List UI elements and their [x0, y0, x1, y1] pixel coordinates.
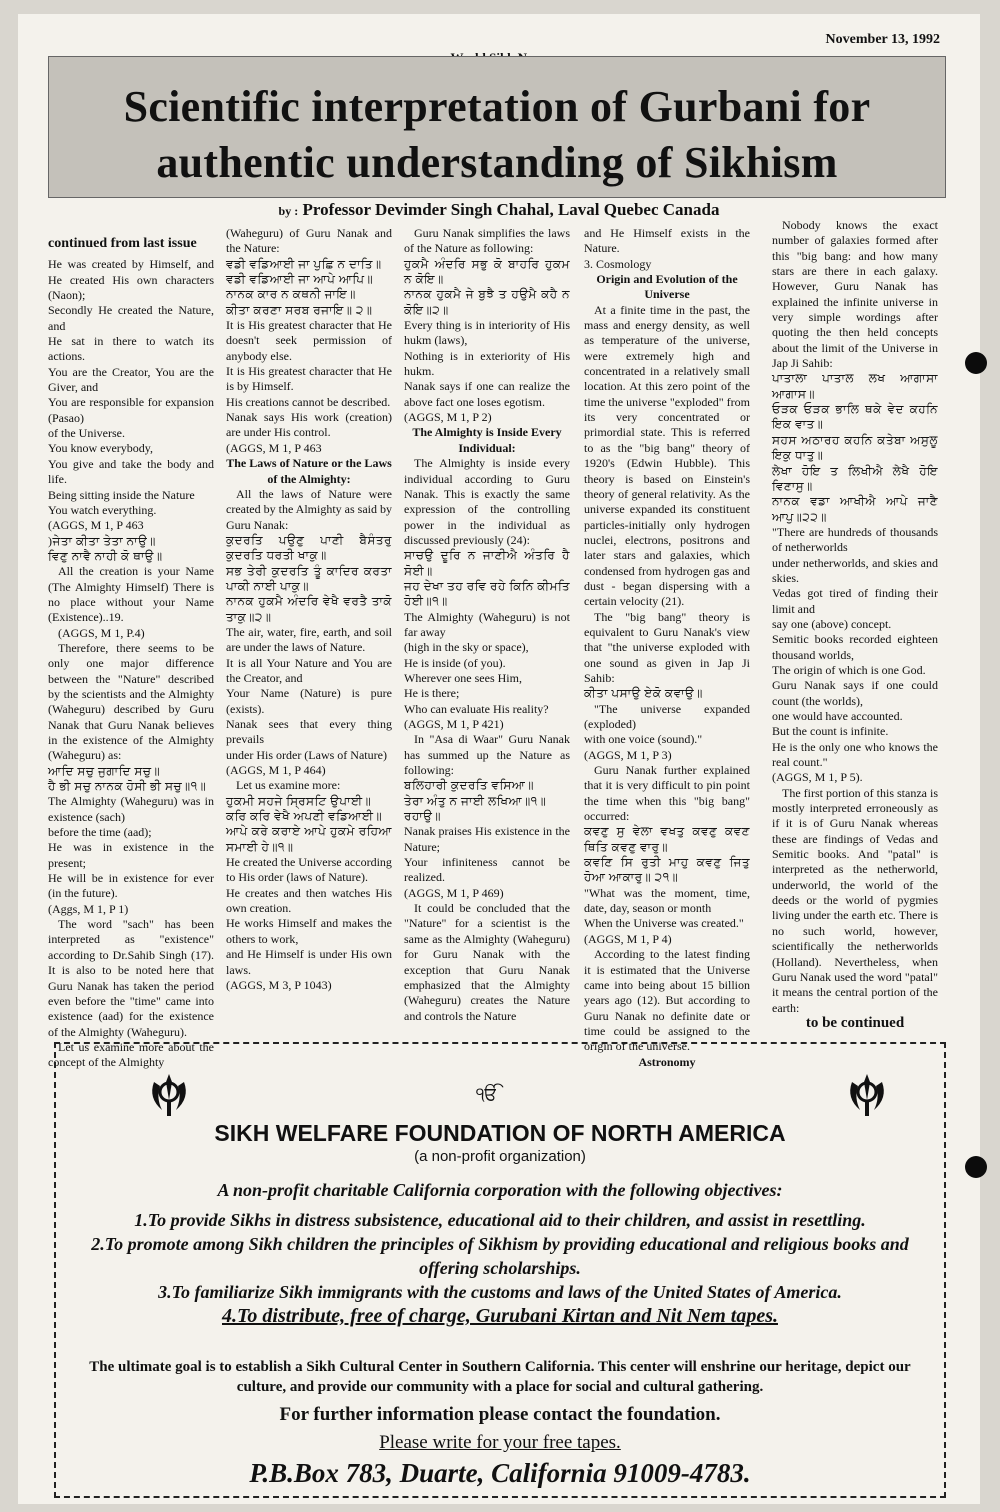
paragraph: In "Asa di Waar" Guru Nanak has summed up the Nature as following:	[404, 732, 570, 778]
paragraph: All the laws of Nature were created by the Almighty as said by Guru Nanak:	[226, 486, 392, 532]
article-column-4	[584, 226, 750, 1070]
ad-address: P.B.Box 783, Duarte, California 91009-4783.	[249, 1458, 751, 1488]
paragraph: Therefore, there seems to be only one major difference between the "Nature" described by the scientists and the Almighty (Waheguru) described by Guru Nanak that Guru Nanak believes in the existence of the Almighty (Waheguru) as:	[48, 640, 214, 763]
paragraph: The Almighty is inside every individual according to Guru Nanak. This is exactly the same expression of the controlling power in the individual as discussed previously (24):	[404, 456, 570, 547]
gurbani-quote: ਨਾਨਕ ਹੁਕਮੈ ਅੰਦਰਿ ਵੇਖੈ ਵਰਤੈ ਤਾਕੋ ਤਾਕੁ॥੨॥	[226, 594, 392, 624]
gurbani-quote: ਰਹਾਉ॥	[404, 809, 442, 824]
paragraph: Nanak says His work (creation) are under His control.	[226, 410, 392, 440]
paragraph: (AGGS, M 1, P 2)	[404, 410, 492, 425]
paragraph: to His order (laws of Nature).	[226, 870, 368, 885]
byline-author: Professor Devimder Singh Chahal, Laval Quebec Canada	[302, 200, 720, 219]
objectives-list	[76, 1208, 924, 1328]
gurbani-quote: ਆਪੇ ਕਰੇ ਕਰਾਏ ਆਪੇ ਹੁਕਮੇ ਰਹਿਆ ਸਮਾਈ ਹੇ॥੧॥	[226, 824, 392, 854]
paragraph: (high in the sky or space),	[404, 640, 529, 655]
objective-item: 2.To promote among Sikh children the principles of Sikhism by providing educational and religious books and offering scholarships.	[91, 1234, 909, 1278]
paragraph: (AGGS, M 1, P 4)	[584, 931, 672, 946]
paragraph: The origin of which is one God.	[772, 662, 926, 677]
paragraph: You give and take the body and life.	[48, 456, 214, 487]
paragraph: The first portion of this stanza is mostly interpreted erroneously as if it is of Guru Nanak whereas these are findings of Vedas and Semitic books. And "patal" is interpreted as the netherworld, underworld, the world of the deeds or the world of pygmies living under the earth etc. There is no such world, however, scientifically the netherworlds (Holland). Nevertheless, when Guru Nanak used the word "patal" it means the central portion of the earth:	[772, 785, 938, 1015]
section-heading: The Laws of Nature or the Laws of the Almighty:	[226, 456, 392, 486]
paragraph: "There are hundreds of thousands of netherworlds	[772, 524, 938, 555]
paragraph: At a finite time in the past, the mass and energy density, as well as temperature of the universe, were extremely high and concentrated in a relatively small location. At this zero point of the time the universe "exploded" from its very concentrated or primordial state. This is referred to as the "big bang" theory of 1920's (Edwin Hubble). This theory is based on Einstein's theory of general relativity. As the universe expanded its constituent particles-initially only hydrogen nuclei, electrons, positrons and later stars and galaxies, which condensed from hydrogen gas and dust - began dispersing with a certain velocity (21).	[584, 302, 750, 609]
paragraph: (Aggs, M 1, P 1)	[48, 901, 129, 916]
gurbani-quote: ਸਹਸ ਅਠਾਰਹ ਕਹਨਿ ਕਤੇਬਾ ਅਸੁਲੂ ਇਕੁ ਧਾਤੁ॥	[772, 432, 938, 463]
ad-goal: The ultimate goal is to establish a Sikh Cultural Center in Southern California. This center will enshrine our heritage, depict our culture, and provide our community with a place for social and cultural gathering.	[89, 1359, 911, 1395]
gurbani-quote: ਸਭ ਤੇਰੀ ਕੁਦਰਤਿ ਤੂੰ ਕਾਦਿਰ ਕਰਤਾ ਪਾਕੀ ਨਾਈ ਪਾਕੁ॥	[226, 563, 392, 593]
section-heading: Astronomy	[638, 1054, 696, 1069]
binder-hole	[965, 1156, 987, 1178]
paragraph: You watch everything.	[48, 502, 157, 517]
paragraph: Nothing is in exteriority of His hukm.	[404, 348, 570, 379]
gurbani-quote: ਨਾਨਕ ਹੁਕਮੈ ਜੇ ਬੁਝੈ ਤ ਹਉਮੈ ਕਹੈ ਨ ਕੋਇ॥੨॥	[404, 287, 570, 317]
article-title-box	[48, 56, 946, 198]
paragraph: one would have accounted.	[772, 709, 903, 723]
article-body	[48, 210, 948, 1070]
paragraph: (AGGS, M 1, P 464)	[226, 763, 326, 778]
paragraph: (AGGS, M 1, P 463	[48, 518, 144, 533]
paragraph: Wherever one sees Him,	[404, 670, 522, 685]
gurbani-quote: ਵਿਣੁ ਨਾਵੈ ਨਾਹੀ ਕੋ ਥਾਉ॥	[48, 548, 163, 563]
paragraph: You are the Creator, You are the Giver, and	[48, 364, 214, 395]
objective-item: 4.To distribute, free of charge, Gurubani Kirtan and Nit Nem tapes.	[222, 1305, 778, 1327]
section-heading: The Almighty is Inside Every Individual:	[412, 425, 562, 455]
article-title	[49, 57, 945, 191]
gurbani-quote: ਕਰਿ ਕਰਿ ਵੇਖੈ ਅਪਣੀ ਵਡਿਆਈ॥	[226, 809, 383, 824]
paragraph: The Almighty (Waheguru) is not far away	[404, 609, 570, 639]
paragraph: (AGGS, M 1, P 3)	[584, 747, 672, 762]
paragraph: The "big bang" theory is equivalent to Guru Nanak's view that "the universe exploded with one sound as given in Jap Ji Sahib:	[584, 609, 750, 685]
gurbani-quote: ਨਾਨਕ ਕਾਰ ਨ ਕਥਨੀ ਜਾਇ॥	[226, 287, 356, 302]
paragraph: But the count is infinite.	[772, 724, 889, 739]
article-column-1	[48, 226, 214, 1071]
paragraph: You know everybody,	[48, 441, 153, 456]
paragraph: He will be in existence for ever (in the future).	[48, 871, 214, 901]
paragraph: It could be concluded that the "Nature" for a scientist is the same as the Almighty (Waheguru) for Guru Nanak with the exception that Guru Nanak emphasized that the Almighty (Waheguru) creates the Nature and controls the Nature	[404, 901, 570, 1023]
article-column-5	[772, 218, 938, 1031]
gurbani-quote: ਕੀਤਾ ਪਸਾਉ ਏਕੋ ਕਵਾਉ॥	[584, 686, 703, 701]
gurbani-quote: ਲੇਖਾ ਹੋਇ ਤ ਲਿਖੀਐ ਲੇਖੈ ਹੋਇ ਵਿਣਾਸੁ॥	[772, 463, 938, 493]
paragraph: (AGGS, M 1, P 5).	[772, 770, 863, 785]
paragraph: before the time (aad);	[48, 825, 152, 840]
gurbani-quote: ਬਲਿਹਾਰੀ ਕੁਦਰਤਿ ਵਸਿਆ॥	[404, 778, 534, 793]
paragraph: He creates and then watches His own creation.	[226, 885, 392, 916]
paragraph: Being sitting inside the Nature	[48, 487, 195, 502]
paragraph: It is His greatest character that He doesn't seek permission of anybody else.	[226, 318, 392, 363]
paragraph: (Waheguru) of Guru Nanak and the Nature:	[226, 226, 392, 256]
khanda-icon	[844, 1070, 890, 1120]
paragraph: Nanak sees that every thing prevails	[226, 717, 392, 747]
khanda-icon	[146, 1070, 192, 1120]
paragraph: say one (above) concept.	[772, 616, 892, 631]
paragraph: Guru Nanak says if one could count (the worlds),	[772, 678, 938, 708]
title-line-2: authentic understanding of Sikhism	[156, 138, 838, 187]
paragraph: (AGGS, M 1, P 469)	[404, 885, 504, 900]
gurbani-quote: ਕਵਣੁ ਸੁ ਵੇਲਾ ਵਖਤੁ ਕਵਣੁ ਕਵਣ ਥਿਤਿ ਕਵਣੁ ਵਾਰੁ॥	[584, 824, 750, 854]
paragraph: Nanak says if one can realize the above fact one loses egotism.	[404, 379, 570, 409]
paragraph: Guru Nanak simplifies the laws of the Nature as following:	[404, 226, 570, 256]
paragraph: He is inside (of you).	[404, 655, 506, 670]
organization-name: SIKH WELFARE FOUNDATION OF NORTH AMERICA	[214, 1120, 786, 1146]
paragraph: "What was the moment, time, date, day, season or month	[584, 885, 750, 916]
paragraph: and He Himself exists in the Nature.	[584, 226, 750, 256]
gurbani-quote: ਕੀਤਾ ਕਰਣਾ ਸਰਬ ਰਜਾਇ॥ ੨॥	[226, 302, 373, 317]
organization-subtitle: (a non-profit organization)	[414, 1148, 586, 1165]
paragraph: under netherworlds, and skies and skies.	[772, 555, 938, 585]
gurbani-quote: ਆਦਿ ਸਚੁ ਜੁਗਾਦਿ ਸਚੁ॥	[48, 763, 161, 778]
gurbani-quote: )ਜੇਤਾ ਕੀਤਾ ਤੇਤਾ ਨਾਉ॥	[48, 533, 156, 548]
gurbani-quote: ਕੁਦਰਤਿ ਪਉਣੁ ਪਾਣੀ ਬੈਸੰਤਰੁ ਕੁਦਰਤਿ ਧਰਤੀ ਖਾਕੁ॥	[226, 532, 392, 563]
gurbani-quote: ਓੜਕ ਓੜਕ ਭਾਲਿ ਥਕੇ ਵੇਦ ਕਹਨਿ ਇਕ ਵਾਤ॥	[772, 402, 938, 432]
paragraph: He created the Universe according	[226, 855, 392, 870]
paragraph: Your infiniteness cannot be realized.	[404, 855, 570, 885]
paragraph: He works Himself and makes the others to work,	[226, 916, 392, 946]
ik-onkar-symbol: ੴ	[476, 1084, 498, 1104]
issue-date: November 13, 1992	[825, 32, 940, 47]
ad-contact: For further information please contact the foundation.	[279, 1404, 721, 1425]
paragraph: and He Himself is under His own laws.	[226, 947, 392, 977]
paragraph: Nanak praises His existence in the Nature;	[404, 824, 570, 854]
paragraph: When the Universe was created."	[584, 916, 744, 931]
paragraph: Guru Nanak further explained that it is very difficult to pin point the time when this "big bang" occurred:	[584, 763, 750, 824]
paragraph: "The universe expanded (exploded)	[584, 701, 750, 731]
paragraph: Every thing is in interiority of His hukm (laws),	[404, 318, 570, 348]
paragraph: (AGGS, M 1, P 421)	[404, 717, 504, 731]
paragraph: (AGGS, M 3, P 1043)	[226, 977, 332, 992]
paragraph: All the creation is your Name (The Almighty Himself) There is no place without your Name (Existence)..19.	[48, 564, 214, 625]
ad-write-prompt: Please write for your free tapes.	[379, 1432, 621, 1453]
gurbani-quote: ਹੈ ਭੀ ਸਚੁ ਨਾਨਕ ਹੋਸੀ ਭੀ ਸਚੁ॥੧॥	[48, 779, 207, 794]
gurbani-quote: ਤੇਰਾ ਅੰਤੁ ਨ ਜਾਈ ਲਖਿਆ॥੧॥	[404, 793, 547, 808]
paragraph: He is there;	[404, 686, 460, 701]
ad-intro: A non-profit charitable California corporation with the following objectives:	[217, 1180, 783, 1200]
objective-item: 1.To provide Sikhs in distress subsistence, educational aid to their children, and assist in resettling.	[134, 1210, 866, 1230]
paragraph: (AGGS, M 1, P 463	[226, 440, 322, 455]
paragraph: of the Universe.	[48, 426, 125, 441]
section-heading: Origin and Evolution of the Universe	[596, 272, 738, 302]
paragraph: Semitic books recorded eighteen thousand worlds,	[772, 632, 938, 662]
paragraph: It is His greatest character that He is by Himself.	[226, 364, 392, 394]
paragraph: It is all Your Nature and You are the Creator, and	[226, 655, 392, 685]
paragraph: Vedas got tired of finding their limit and	[772, 586, 938, 616]
paragraph: with one voice (sound)."	[584, 732, 703, 747]
paragraph: (AGGS, M 1, P.4)	[58, 625, 145, 640]
paragraph: He was in existence in the present;	[48, 840, 214, 870]
paragraph: He is the only one who knows the real count."	[772, 739, 938, 770]
continued-note: to be continued	[805, 1014, 905, 1031]
binder-hole	[965, 352, 987, 374]
newspaper-page	[18, 14, 980, 1504]
gurbani-quote: ਜਹ ਦੇਖਾ ਤਹ ਰਵਿ ਰਹੇ ਕਿਨਿ ਕੀਮਤਿ ਹੋਈ॥੧॥	[404, 578, 571, 609]
paragraph: Nobody knows the exact number of galaxies formed after this "big bang: and how many stars are there in each galaxy. However, Guru Nanak has explained the infinite universe in very simple wordings after quoting the then held concepts about the limit of the Universe in Jap Ji Sahib:	[772, 218, 938, 371]
paragraph: You are responsible for expansion (Pasao)	[48, 395, 214, 425]
advertisement-box	[54, 1042, 946, 1498]
paragraph: His creations cannot be described.	[226, 394, 391, 409]
title-line-1: Scientific interpretation of Gurbani for	[123, 82, 871, 131]
paragraph: He was created by Himself, and He created His own characters (Naon);	[48, 257, 214, 303]
gurbani-quote: ਵਡੀ ਵਡਿਆਈ ਜਾ ਆਪੇ ਆਪਿ॥	[226, 272, 374, 287]
gurbani-quote: ਵਡੀ ਵਡਿਆਈ ਜਾ ਪੁਛਿ ਨ ਦਾਤਿ॥	[226, 256, 382, 271]
paragraph: According to the latest finding it is estimated that the Universe came into being about 15 billion years ago (12). But according to Guru Nanak no definite date or time could be assigned to the origin of the universe.	[584, 947, 750, 1054]
gurbani-quote: ਹੁਕਮੈ ਅੰਦਰਿ ਸਭੁ ਕੋ ਬਾਹਰਿ ਹੁਕਮ ਨ ਕੋਇ॥	[404, 256, 570, 287]
paragraph: 3. Cosmology	[584, 256, 652, 271]
gurbani-quote: ਪਾਤਾਲਾ ਪਾਤਾਲ ਲਖ ਆਗਾਸਾ ਆਗਾਸ॥	[772, 371, 938, 401]
paragraph: under His order (Laws of Nature)	[226, 747, 387, 762]
article-column-3	[404, 226, 570, 1024]
paragraph: The Almighty (Waheguru) was in existence (sach)	[48, 794, 214, 824]
paragraph: Let us examine more about the concept of the Almighty	[48, 1039, 214, 1070]
objective-item: 3.To familiarize Sikh immigrants with the customs and laws of the United States of America.	[158, 1282, 842, 1302]
paragraph: The air, water, fire, earth, and soil are under the laws of Nature.	[226, 624, 392, 655]
section-heading: continued from last issue	[48, 236, 197, 251]
gurbani-quote: ਹੁਕਮੀ ਸਹਜੇ ਸ੍ਰਿਸਟਿ ਉਪਾਈ॥	[226, 793, 372, 808]
paragraph: The word "sach" has been interpreted as "existence" according to Dr.Sahib Singh (17). It is also to be noted here that Guru Nanak has taken the period even before the "time" came into existence (aad) for the existence of the Almighty (Waheguru).	[48, 917, 214, 1039]
gurbani-quote: ਨਾਨਕ ਵਡਾ ਆਖੀਐ ਆਪੇ ਜਾਣੈ ਆਪੁ॥੨੨॥	[772, 494, 938, 524]
paragraph: Who can evaluate His reality?	[404, 701, 549, 716]
gurbani-quote: ਕਵਣਿ ਸਿ ਰੁਤੀ ਮਾਹੁ ਕਵਣੁ ਜਿਤੁ ਹੋਆ ਆਕਾਰੁ॥ ੨੧॥	[584, 855, 750, 885]
gurbani-quote: ਸਾਚਉ ਦੂਰਿ ਨ ਜਾਣੀਐ ਅੰਤਰਿ ਹੈ ਸੋਈ॥	[404, 548, 570, 578]
article-column-2	[226, 226, 392, 993]
paragraph: Let us examine more:	[236, 778, 341, 793]
paragraph: Your Name (Nature) is pure (exists).	[226, 686, 392, 716]
paragraph: He sat in there to watch its actions.	[48, 334, 214, 364]
byline-prefix: by :	[278, 204, 299, 218]
paragraph: Secondly He created the Nature, and	[48, 303, 214, 333]
